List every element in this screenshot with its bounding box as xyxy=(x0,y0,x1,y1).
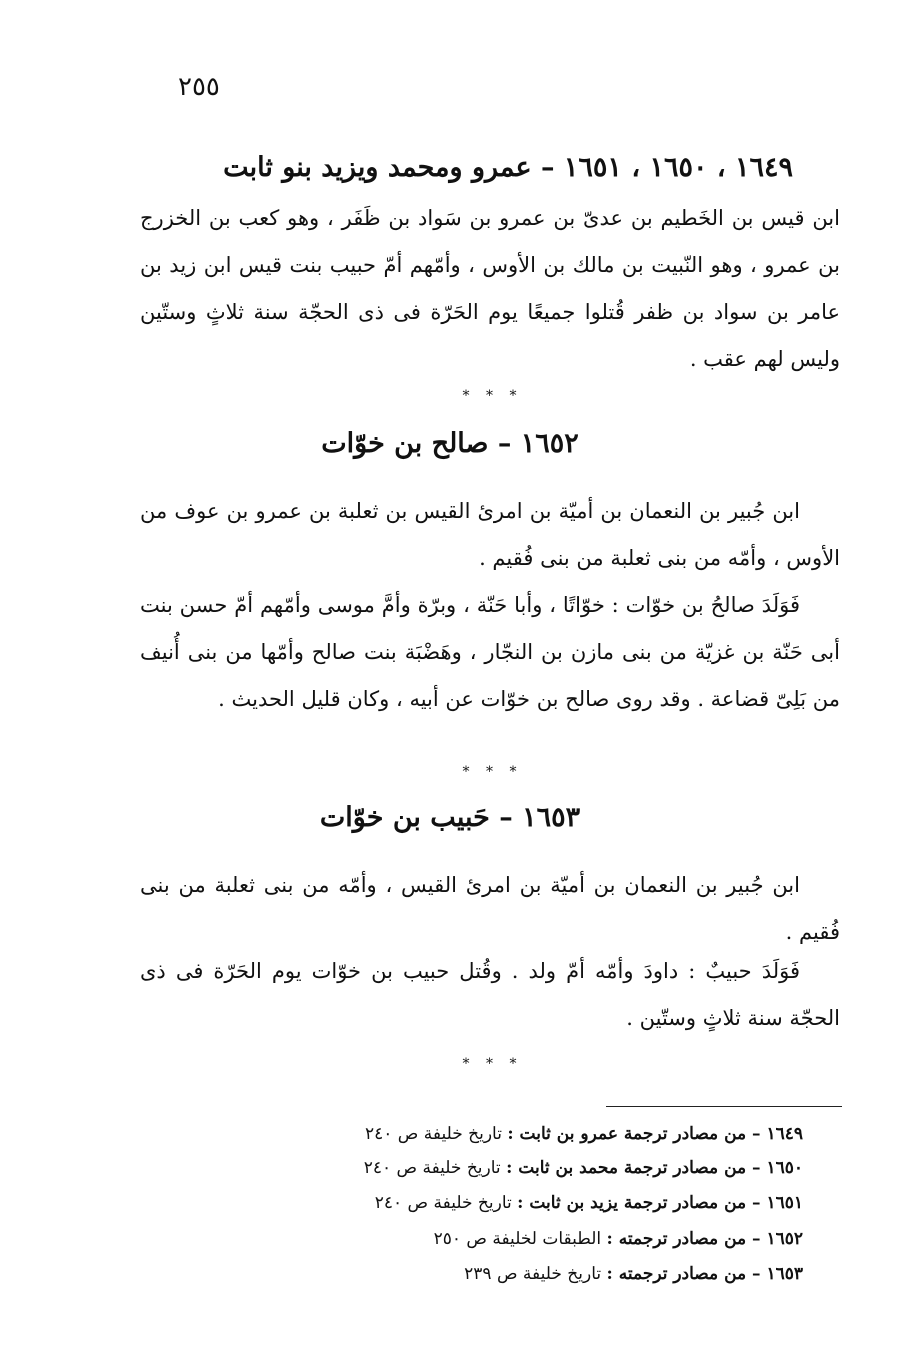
footnote xyxy=(375,1193,803,1213)
entry-paragraph: ابن قيس بن الخَطيم بن عدىّ بن عمرو بن سَواد بن ظَفَر ، وهو كعب بن الخزرج بن عمرو ، وهو النّبيت بن مالك بن الأوس ، وأمّهم أمّ حبيب بنت قيس ابن زيد بن عامر بن سواد بن ظفر قُتلوا جميعًا يوم الحَرّة فى ذى الحجّة سنة ثلاثٍ وستّين وليس لهم عقب . xyxy=(140,206,840,371)
entry-paragraph: فَوَلَدَ حبيبٌ : داودَ وأمّه أمّ ولد . وقُتل حبيب بن خوّات يوم الحَرّة فى ذى الحجّة سنة ثلاثٍ وستّين . xyxy=(140,959,840,1030)
entry-paragraph: ابن جُبير بن النعمان بن أميّة بن امرئ القيس بن ثعلبة بن عمرو بن عوف من الأوس ، وأمّه من بنى ثعلبة من بنى فُقيم . xyxy=(140,499,840,570)
page-number: ٢٥٥ xyxy=(178,72,220,102)
footnote-label: ١٦٥١ – من مصادر ترجمة يزيد بن ثابت : xyxy=(517,1193,803,1213)
section-separator: * * * xyxy=(462,1056,523,1072)
footnote-label: ١٦٤٩ – من مصادر ترجمة عمرو بن ثابت : xyxy=(507,1124,803,1144)
footnote-text: تاريخ خليفة ص ٢٤٠ xyxy=(364,1124,502,1144)
footnote-label: ١٦٥٣ – من مصادر ترجمته : xyxy=(606,1264,803,1284)
footnote-text: تاريخ خليفة ص ٢٣٩ xyxy=(464,1264,602,1284)
section-separator: * * * xyxy=(462,764,523,780)
footnote-text: الطبقات لخليفة ص ٢٥٠ xyxy=(433,1229,602,1249)
footnote-divider xyxy=(606,1106,842,1107)
footnote xyxy=(464,1264,803,1284)
section-separator: * * * xyxy=(462,388,523,404)
footnote xyxy=(365,1124,803,1144)
entry-paragraph: ابن جُبير بن النعمان بن أميّة بن امرئ القيس ، وأمّه من بنى ثعلبة من بنى فُقيم . xyxy=(140,873,840,944)
entry-paragraph: فَوَلَدَ صالحُ بن خوّات : خوّاتًا ، وأبا حَنّة ، وبرّة وأمَّ موسى وأمّهم أمّ حسن بنت أبى حَنّة بن غزيّة من بنى مازن بن النجّار ، وهَضْبَة بنت صالح وأمّها من بنى أُنيف من بَلِىّ قضاعة . وقد روى صالح بن خوّات عن أبيه ، وكان قليل الحديث . xyxy=(140,593,840,711)
footnote-label: ١٦٥٠ – من مصادر ترجمة محمد بن ثابت : xyxy=(506,1158,803,1178)
footnote xyxy=(434,1229,803,1249)
entry-heading-1653: ١٦٥٣ – حَبيب بن خوّات xyxy=(319,802,581,833)
footnote xyxy=(364,1158,803,1178)
entry-heading-1649: ١٦٤٩ ، ١٦٥٠ ، ١٦٥١ – عمرو ومحمد ويزيد بنو ثابت xyxy=(223,152,793,183)
footnote-text: تاريخ خليفة ص ٢٤٠ xyxy=(363,1158,501,1178)
entry-heading-1652: ١٦٥٢ – صالح بن خوّات xyxy=(321,428,579,459)
footnote-text: تاريخ خليفة ص ٢٤٠ xyxy=(374,1193,512,1213)
footnote-label: ١٦٥٢ – من مصادر ترجمته : xyxy=(606,1229,803,1249)
